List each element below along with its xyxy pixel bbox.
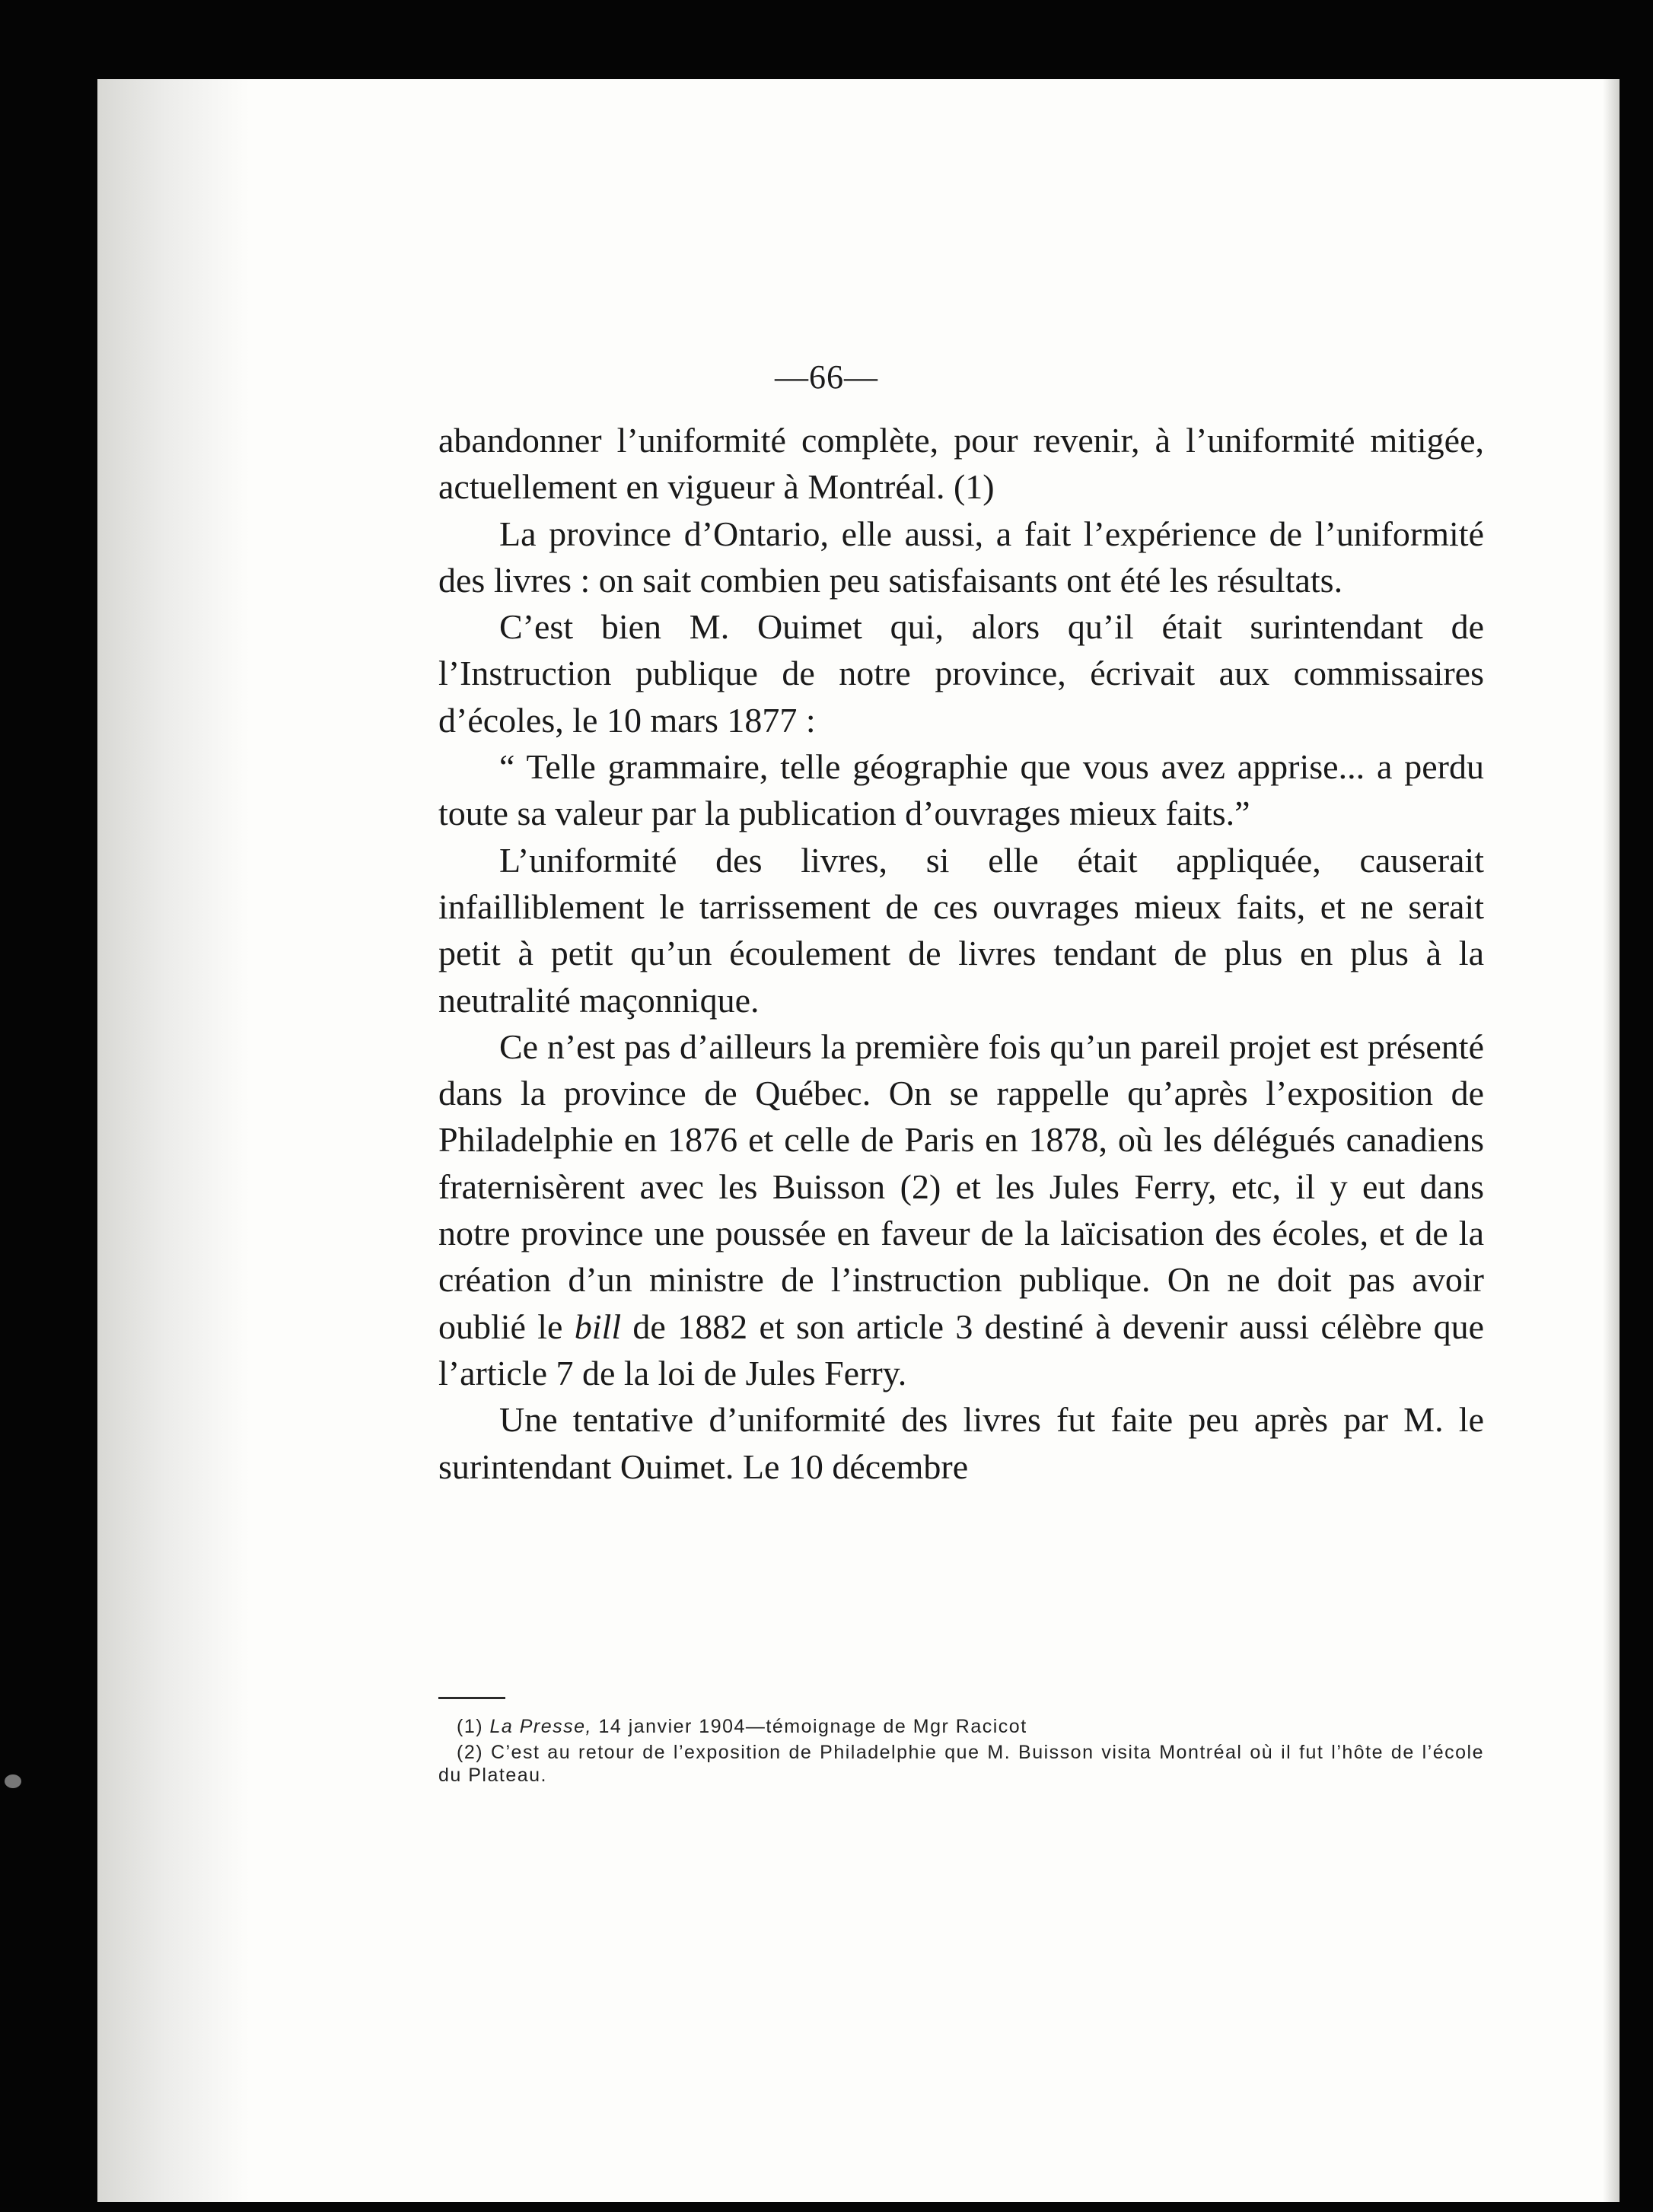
paragraph-1: abandonner l’uniformité complète, pour revenir, à l’uniformité mitigée, actuellement en vigueur à Montréal. (1) xyxy=(438,421,1484,507)
footnote-1-marker: (1) xyxy=(457,1716,490,1737)
footnote-1-source: La Presse, xyxy=(489,1716,593,1737)
paragraph-6 xyxy=(438,1023,1484,1396)
body-text xyxy=(438,417,1484,1490)
footnotes xyxy=(438,1715,1484,1790)
quotation-paragraph: “ Telle grammaire, telle géographie que vous avez apprise... a perdu toute sa valeur par la publication d’ouvrages mieux faits.” xyxy=(438,747,1484,833)
bill-italic: bill xyxy=(574,1307,622,1346)
scan-artifact xyxy=(5,1774,21,1788)
footnote-divider xyxy=(438,1697,505,1699)
paragraph-6-part-1: Ce n’est pas d’ailleurs la première fois qu’un pareil projet est présenté dans la province de Québec. On se rappelle qu’après l’exposition de Philadelphie en 1876 et celle de Paris en 1878, où les délégués canadiens fraternisèrent avec les Buisson (2) et les Jules Ferry, etc, il y eut dans notre province une poussée en faveur de la laïcisation des écoles, et de la création d’un ministre de l’instruction publique. On ne doit pas avoir oublié le xyxy=(438,1026,1484,1346)
page-gutter-shadow xyxy=(97,79,250,2202)
footnote-1-text: 14 janvier 1904—témoignage de Mgr Racicot xyxy=(592,1716,1027,1737)
paragraph-7: Une tentative d’uniformité des livres fut faite peu après par M. le surintendant Ouimet. Le 10 décembre xyxy=(438,1400,1484,1486)
paragraph-3: C’est bien M. Ouimet qui, alors qu’il était surintendant de l’Instruction publique de notre province, écrivait aux commissaires d’écoles, le 10 mars 1877 : xyxy=(438,607,1484,740)
paragraph-5: L’uniformité des livres, si elle était appliquée, causerait infailliblement le tarrissement de ces ouvrages mieux faits, et ne serait petit à petit qu’un écoulement de livres tendant de plus en plus à la neutralité maçonnique. xyxy=(438,840,1484,1020)
paragraph-2: La province d’Ontario, elle aussi, a fait l’expérience de l’uniformité des livres : on sait combien peu satisfaisants ont été les résultats. xyxy=(438,514,1484,600)
footnote-1 xyxy=(438,1715,1484,1738)
page-number: —66— xyxy=(775,358,878,396)
footnote-2: (2) C’est au retour de l’exposition de Philadelphie que M. Buisson visita Montréal où il fut l’hôte de l’école du Plateau. xyxy=(438,1742,1484,1786)
page-edge-shadow xyxy=(1603,79,1620,2202)
paragraph-6-part-2: de 1882 et son article 3 destiné à devenir aussi célèbre que l’article 7 de la loi de Jules Ferry. xyxy=(438,1307,1484,1392)
